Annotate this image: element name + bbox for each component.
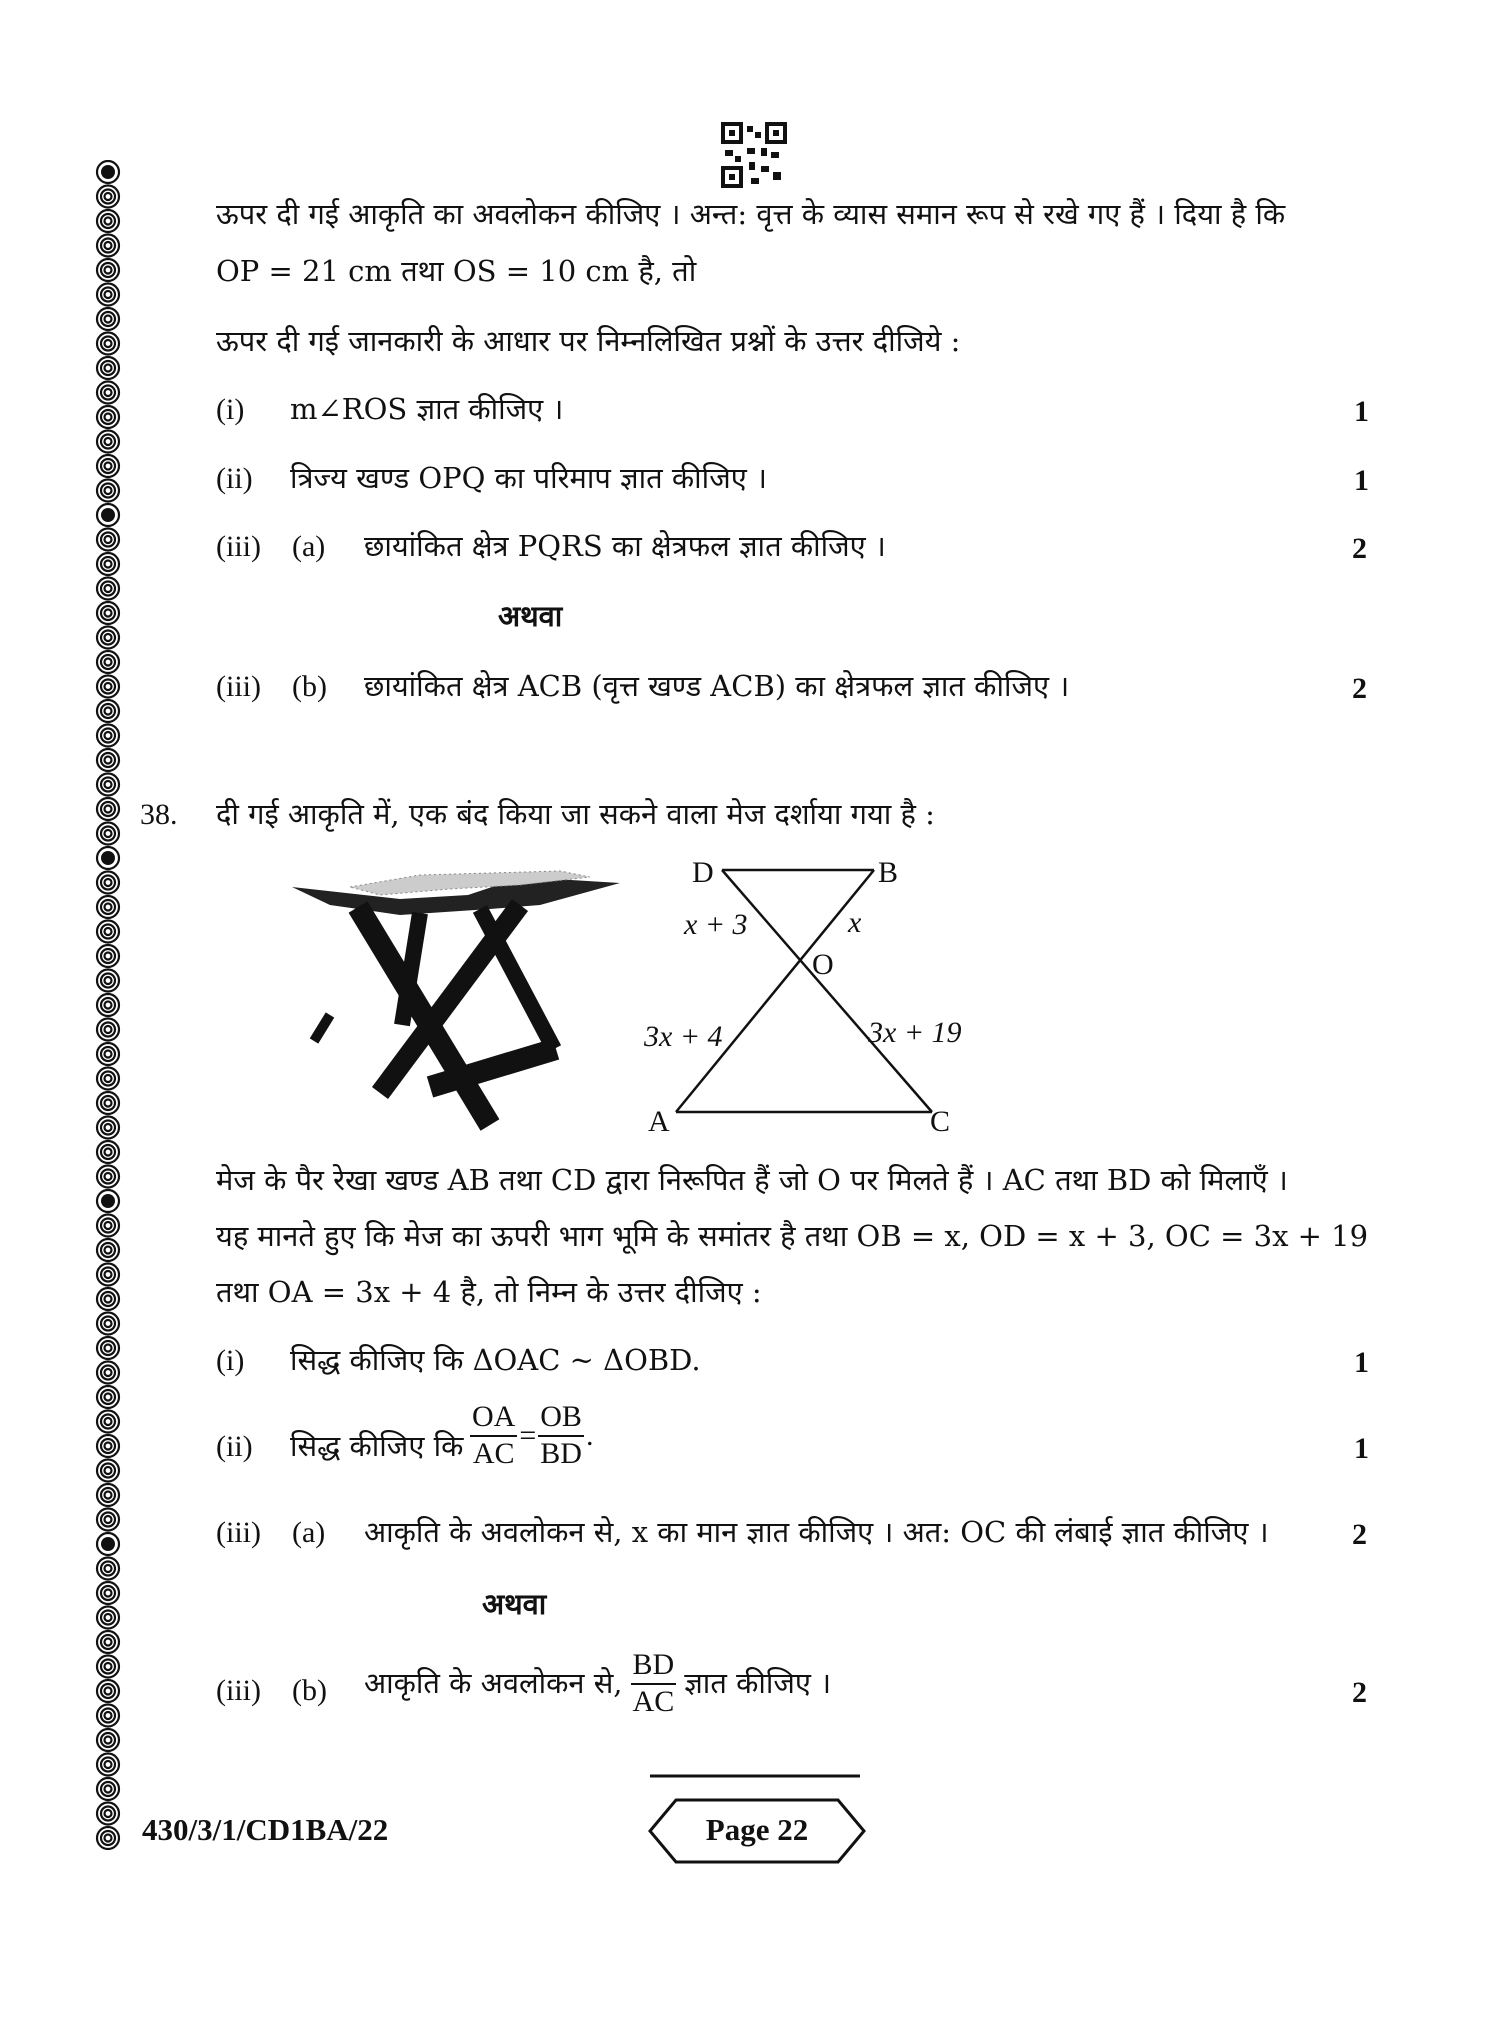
binding-circle-icon <box>97 1778 119 1800</box>
binding-circle-icon <box>97 1558 119 1580</box>
binding-circle-icon <box>97 210 119 232</box>
binding-circle-icon <box>97 1803 119 1825</box>
binding-circle-icon <box>97 357 119 379</box>
q37-iii-b-text: छायांकित क्षेत्र ACB (वृत्त खण्ड ACB) का क्षेत्रफल ज्ञात कीजिए । <box>364 669 1070 703</box>
footer-rule <box>650 1774 860 1778</box>
binding-circle-icon <box>97 1509 119 1531</box>
q38-para-line-1: मेज के पैर रेखा खण्ड AB तथा CD द्वारा निरूपित हैं जो O पर मिलते हैं । AC तथा BD को मिलाएँ । <box>216 1163 1288 1197</box>
q38-i-text: सिद्ध कीजिए कि ΔOAC ~ ΔOBD. <box>290 1343 701 1377</box>
binding-circle-icon <box>97 1190 119 1212</box>
binding-circle-icon <box>97 1068 119 1090</box>
binding-circle-icon <box>97 1141 119 1163</box>
fraction-bd-ac <box>631 1648 677 1719</box>
binding-circle-icon <box>97 1362 119 1384</box>
q37-iii-a-text: छायांकित क्षेत्र PQRS का क्षेत्रफल ज्ञात कीजिए । <box>364 529 886 563</box>
q37-or: अथवा <box>498 599 563 633</box>
binding-circle-icon <box>97 1582 119 1604</box>
q37-ii-num: (ii) <box>216 462 253 495</box>
binding-circle-icon <box>97 602 119 624</box>
q37-ii-text: त्रिज्य खण्ड OPQ का परिमाप ज्ञात कीजिए । <box>290 461 767 495</box>
intro-line-1: ऊपर दी गई आकृति का अवलोकन कीजिए । अन्त: वृत्त के व्यास समान रूप से रखे गए हैं । दिया है कि <box>216 197 1286 231</box>
q38-iii-a-text: आकृति के अवलोकन से, x का मान ज्ञात कीजिए । अत: OC की लंबाई ज्ञात कीजिए । <box>364 1515 1269 1549</box>
binding-circle-icon <box>97 1043 119 1065</box>
binding-circle-icon <box>97 749 119 771</box>
equals-sign: = <box>519 1418 537 1452</box>
binding-circle-icon <box>97 1435 119 1457</box>
fraction-ob-bd <box>538 1400 584 1471</box>
q37-i-num: (i) <box>216 393 245 426</box>
binding-circle-icon <box>97 259 119 281</box>
q38-para-line-3: तथा OA = 3x + 4 है, तो निम्न के उत्तर दीजिए : <box>216 1275 762 1309</box>
binding-circle-icon <box>97 455 119 477</box>
q38-ii-num: (ii) <box>216 1430 253 1463</box>
q37-iii-b-marks: 2 <box>1352 672 1367 705</box>
binding-circle-icon <box>97 1288 119 1310</box>
q38-iii-a-marks: 2 <box>1352 1518 1367 1551</box>
binding-circle-icon <box>97 1631 119 1653</box>
binding-circle-icon <box>97 431 119 453</box>
qr-code <box>721 122 787 188</box>
binding-circle-icon <box>97 284 119 306</box>
binding-circle-icon <box>97 1705 119 1727</box>
binding-circle-icon <box>97 553 119 575</box>
binding-circle-icon <box>97 945 119 967</box>
label-B: B <box>878 856 899 889</box>
binding-circle-icon <box>97 1656 119 1678</box>
binding-circle-icon <box>97 1117 119 1139</box>
label-OB: x <box>848 906 862 939</box>
label-C: C <box>930 1105 951 1138</box>
q37-i-text: m∠ROS ज्ञात कीजिए । <box>290 392 564 426</box>
binding-circle-icon <box>97 1166 119 1188</box>
q38-iii-a-num: (iii) <box>216 1516 261 1549</box>
triangle-figure <box>640 850 970 1140</box>
binding-circle-icon <box>97 627 119 649</box>
binding-circle-icon <box>97 1484 119 1506</box>
q38-para-line-2: यह मानते हुए कि मेज का ऊपरी भाग भूमि के समांतर है तथा OB = x, OD = x + 3, OC = 3x + 19 <box>216 1219 1369 1253</box>
q37-iii-b-sub: (b) <box>292 670 327 703</box>
q38-iii-a-sub: (a) <box>292 1516 326 1549</box>
binding-circle-icon <box>97 1460 119 1482</box>
binding-circle-icon <box>97 994 119 1016</box>
binding-circle-icon <box>97 504 119 526</box>
label-A: A <box>648 1105 670 1138</box>
label-D: D <box>692 856 714 889</box>
binding-circle-icon <box>97 1754 119 1776</box>
fraction-oa-ac <box>470 1400 517 1471</box>
binding-circle-icon <box>97 1215 119 1237</box>
binding-circle-icon <box>97 1827 119 1849</box>
q37-ii-marks: 1 <box>1354 464 1369 497</box>
binding-circle-icon <box>97 676 119 698</box>
binding-circle-icon <box>97 1411 119 1433</box>
binding-circle-icon <box>97 308 119 330</box>
binding-circle-icon <box>97 406 119 428</box>
label-OA: 3x + 4 <box>644 1020 723 1053</box>
fraction-numerator: OB <box>538 1400 584 1437</box>
binding-circle-icon <box>97 798 119 820</box>
label-OC: 3x + 19 <box>868 1016 962 1049</box>
q38-or: अथवा <box>482 1587 547 1621</box>
q38-iii-b-line <box>364 1648 831 1719</box>
binding-circle-icon <box>97 382 119 404</box>
footer-paper-code: 430/3/1/CD1BA/22 <box>142 1812 389 1847</box>
q38-ii-marks: 1 <box>1354 1432 1369 1465</box>
fraction-denominator: BD <box>540 1436 582 1470</box>
binding-circle-icon <box>97 1386 119 1408</box>
binding-circle-icon <box>97 1533 119 1555</box>
period: . <box>585 1418 594 1452</box>
q38-i-num: (i) <box>216 1344 245 1377</box>
fraction-numerator: BD <box>631 1648 677 1685</box>
q38-number: 38. <box>140 798 178 831</box>
q38-i-marks: 1 <box>1354 1346 1369 1379</box>
label-OD: x + 3 <box>684 908 748 941</box>
binding-circle-icon <box>97 1729 119 1751</box>
fraction-numerator: OA <box>470 1400 517 1437</box>
instruction: ऊपर दी गई जानकारी के आधार पर निम्नलिखित प्रश्नों के उत्तर दीजिये : <box>216 324 961 358</box>
q38-iii-b-text-2: ज्ञात कीजिए । <box>684 1666 832 1700</box>
q38-ii-text: सिद्ध कीजिए कि <box>290 1429 464 1463</box>
binding-circle-icon <box>97 529 119 551</box>
binding-circle-icon <box>97 1019 119 1041</box>
q37-iii-a-marks: 2 <box>1352 532 1367 565</box>
q38-iii-b-sub: (b) <box>292 1674 327 1707</box>
binding-circle-icon <box>97 1337 119 1359</box>
binding-circle-icon <box>97 847 119 869</box>
binding-circle-icon <box>97 1239 119 1261</box>
binding-circle-icon <box>97 1092 119 1114</box>
q38-stem: दी गई आकृति में, एक बंद किया जा सकने वाला मेज दर्शाया गया है : <box>216 797 935 831</box>
intro-line-2: OP = 21 cm तथा OS = 10 cm है, तो <box>216 254 697 288</box>
binding-circle-icon <box>97 921 119 943</box>
folding-table-illustration <box>290 865 620 1135</box>
binding-circle-icon <box>97 700 119 722</box>
fraction-denominator: AC <box>632 1684 675 1718</box>
binding-circle-icon <box>97 896 119 918</box>
q37-iii-a-num: (iii) <box>216 530 261 563</box>
binding-circle-icon <box>97 161 119 183</box>
binding-circle-icon <box>97 578 119 600</box>
binding-circle-icon <box>97 1313 119 1335</box>
binding-circle-icon <box>97 333 119 355</box>
binding-circle-icon <box>97 725 119 747</box>
binding-circle-icon <box>97 970 119 992</box>
q37-iii-b-num: (iii) <box>216 670 261 703</box>
binding-circle-icon <box>97 774 119 796</box>
binding-margin <box>88 160 128 1850</box>
q37-i-marks: 1 <box>1354 395 1369 428</box>
q38-iii-b-text: आकृति के अवलोकन से, <box>364 1666 623 1700</box>
q38-iii-b-marks: 2 <box>1352 1676 1367 1709</box>
q38-ii-equation <box>470 1400 593 1471</box>
binding-circle-icon <box>97 186 119 208</box>
q37-iii-a-sub: (a) <box>292 530 326 563</box>
binding-circle-icon <box>97 1680 119 1702</box>
binding-circle-icon <box>97 651 119 673</box>
fraction-denominator: AC <box>472 1436 515 1470</box>
binding-circle-icon <box>97 480 119 502</box>
q38-iii-b-num: (iii) <box>216 1674 261 1707</box>
binding-circle-icon <box>97 235 119 257</box>
label-O: O <box>812 948 834 981</box>
binding-circle-icon <box>97 1264 119 1286</box>
page-number: Page 22 <box>705 1812 809 1847</box>
binding-circle-icon <box>97 1607 119 1629</box>
binding-circle-icon <box>97 823 119 845</box>
binding-circle-icon <box>97 872 119 894</box>
